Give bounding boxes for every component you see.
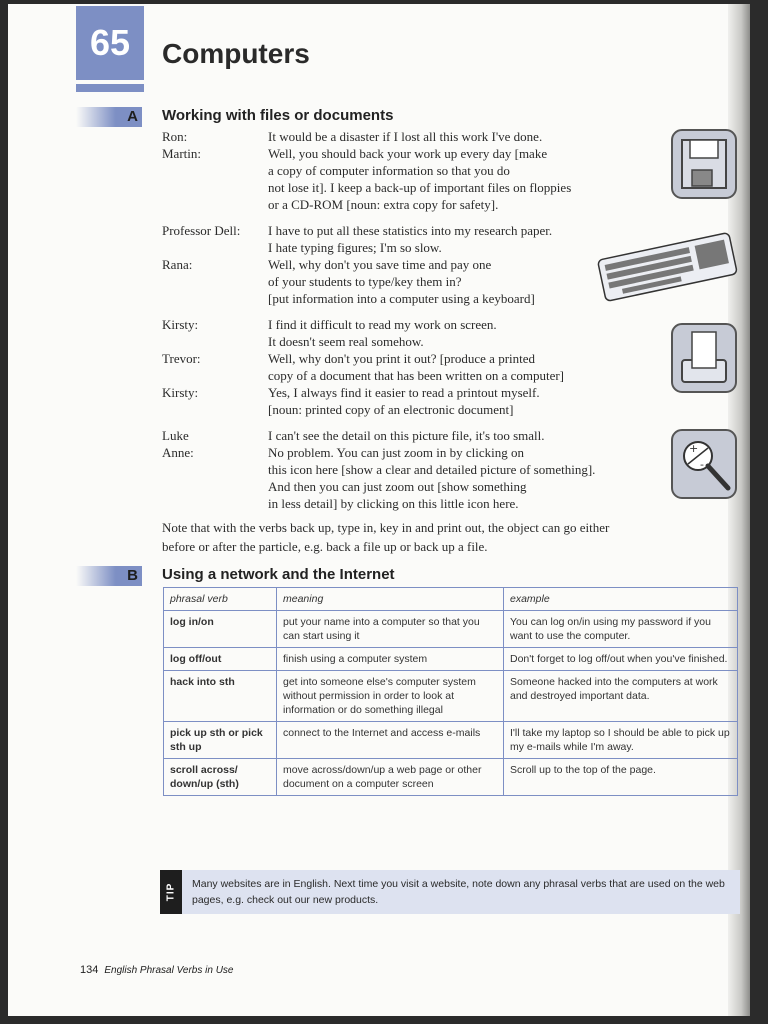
book-page: [8, 4, 750, 1016]
meaning-cell: move across/down/up a web page or other document on a computer screen: [277, 759, 504, 796]
phrasal-verb-cell: pick up sth or pick sth up: [164, 722, 277, 759]
svg-text:+: +: [689, 442, 699, 455]
example-cell: You can log on/in using my password if you want to use the computer.: [504, 611, 738, 648]
table-row: [164, 611, 738, 648]
column-header: meaning: [277, 588, 504, 611]
tip-label: TIP: [160, 870, 182, 914]
phrasal-verb-cell: scroll across/ down/up (sth): [164, 759, 277, 796]
dialogue-line: Trevor: Well, why don't you print it out? [produce a printed copy of a document that has been written on a computer]: [162, 351, 565, 383]
table-row: [164, 759, 738, 796]
page-title: Computers: [162, 38, 310, 69]
page-number: 134: [80, 964, 99, 976]
column-header: example: [504, 588, 738, 611]
speaker: Ron:: [162, 129, 188, 144]
tip-text: Many websites are in English. Next time you visit a website, note down any phrasal verbs that are used on the web pages, e.g. check out our new products.: [192, 878, 725, 906]
column-header: phrasal verb: [164, 588, 277, 611]
unit-number: 65: [76, 6, 144, 80]
table-row: [164, 648, 738, 671]
phrasal-verb-table: [163, 587, 738, 796]
table-header-row: [164, 588, 738, 611]
book-title: English Phrasal Verbs in Use: [104, 965, 234, 976]
svg-text:-: -: [700, 458, 704, 471]
speaker: Martin:: [162, 146, 201, 161]
dialogue-group-1: [162, 128, 662, 213]
dialogue-line: Anne: No problem. You can just zoom in by clicking on this icon here [show a clear and detailed picture of something]. And then you can just zoom out [show something in less detail] by clicking on this little icon here.: [162, 445, 596, 511]
meaning-cell: connect to the Internet and access e-mails: [277, 722, 504, 759]
phrasal-verb-cell: hack into sth: [164, 671, 277, 722]
meaning-cell: put your name into a computer so that you can start using it: [277, 611, 504, 648]
dialogue-line: Professor Dell: I have to put all these statistics into my research paper. I hate typing figures; I'm so slow.: [162, 223, 553, 255]
dialogue-group-3: [162, 316, 662, 418]
dialogue-line: Rana: Well, why don't you save time and pay one of your students to type/key them in? [put information into a computer using a keyboard]: [162, 257, 535, 306]
keyboard-icon: [594, 220, 740, 310]
speaker: Anne:: [162, 445, 194, 460]
example-cell: Someone hacked into the computers at work and destroyed important data.: [504, 671, 738, 722]
section-a-tag: A: [76, 107, 142, 127]
example-cell: Don't forget to log off/out when you've finished.: [504, 648, 738, 671]
dialogue-line: Luke I can't see the detail on this picture file, it's too small.: [162, 428, 545, 443]
dialogue-group-2: [162, 222, 662, 307]
phrasal-verb-cell: log off/out: [164, 648, 277, 671]
section-a-title: Working with files or documents: [162, 107, 394, 124]
meaning-cell: finish using a computer system: [277, 648, 504, 671]
table-row: [164, 722, 738, 759]
speaker: Trevor:: [162, 351, 201, 366]
page-footer: [80, 964, 234, 976]
meaning-cell: get into someone else's computer system without permission in order to look at information or do something illegal: [277, 671, 504, 722]
speaker: Kirsty:: [162, 317, 199, 332]
unit-bar: [76, 84, 144, 92]
dialogue-line: Kirsty: Yes, I always find it easier to read a printout myself. [noun: printed copy of an electronic document]: [162, 385, 540, 417]
note-paragraph: Note that with the verbs back up, type in, key in and print out, the object can go either before or after the particle, e.g. back a file up or back up a file.: [162, 520, 610, 554]
floppy-disk-icon: [670, 128, 738, 200]
dialogue-line: Kirsty: I find it difficult to read my work on screen. It doesn't seem real somehow.: [162, 317, 497, 349]
speaker: Luke: [162, 428, 189, 443]
table-row: [164, 671, 738, 722]
zoom-magnifier-icon: [670, 428, 738, 500]
dialogue-line: Ron: It would be a disaster if I lost all this work I've done.: [162, 129, 543, 144]
section-b-tag: B: [76, 566, 142, 586]
example-cell: Scroll up to the top of the page.: [504, 759, 738, 796]
dialogue-group-4: [162, 427, 662, 512]
example-cell: I'll take my laptop so I should be able to pick up my e-mails while I'm away.: [504, 722, 738, 759]
speaker: Professor Dell:: [162, 223, 241, 238]
section-b-title: Using a network and the Internet: [162, 566, 395, 583]
phrasal-verb-cell: log in/on: [164, 611, 277, 648]
tip-box: [160, 870, 740, 914]
printer-icon: [670, 322, 738, 394]
speaker: Rana:: [162, 257, 193, 272]
speaker: Kirsty:: [162, 385, 199, 400]
dialogue-line: Martin: Well, you should back your work up every day [make a copy of computer information so that you do not lose it]. I keep a back-up of important files on floppies or a CD-ROM [noun: extra copy for safety].: [162, 146, 572, 212]
